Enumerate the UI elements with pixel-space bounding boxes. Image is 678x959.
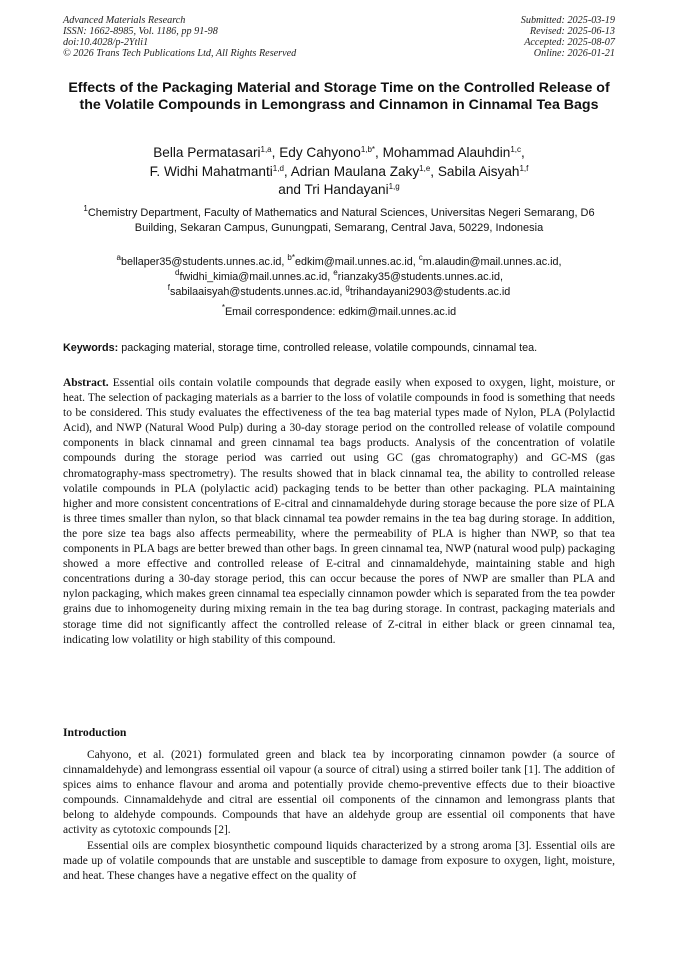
- email-address[interactable]: edkim@mail.unnes.ac.id: [294, 256, 413, 268]
- abstract: [63, 376, 615, 648]
- email-address[interactable]: sabilaaisyah@students.unnes.ac.id: [169, 285, 340, 298]
- submitted-date: Submitted: 2025-03-19: [520, 15, 615, 26]
- author-affil-mark: 1,e: [419, 163, 431, 173]
- email-separator: ,: [327, 270, 334, 283]
- journal-info: [63, 15, 296, 59]
- email-separator: ,: [499, 270, 503, 283]
- author-name: Edy Cahyono: [279, 145, 361, 160]
- author-list: [63, 144, 615, 200]
- author-separator: ,: [521, 145, 525, 160]
- email-address[interactable]: bellaper35@students.unnes.ac.id: [120, 256, 282, 268]
- correspondence-mark: *: [221, 303, 225, 312]
- publication-dates: [521, 15, 615, 59]
- paragraph: Cahyono, et al. (2021) formulated green and black tea by incorporating cinnamon powder (a source of cinnamaldehyde) and lemongrass essential oil vapour (a source of citral) using a stirred boiler tank [1]. The addition of spices aims to enhance flavour and aroma and potentially provide chemo-preventive effects due to their bioactive compounds. Cinnamaldehyde and citral are essential oil components of the cinnamon and lemongrass plants that belong to aldehyde compounds. Compounds that have an aldehyde group are essential oil components that have activity as cytotoxic compounds [2].: [63, 749, 615, 837]
- email-mark: g: [345, 282, 350, 292]
- author-affil-mark: 1,d: [272, 163, 284, 173]
- email-address[interactable]: rianzaky35@students.unnes.ac.id: [337, 270, 500, 283]
- author-affil-mark: 1,f: [519, 163, 529, 173]
- author-name: Mohammad Alauhdin: [382, 145, 511, 160]
- email-separator: ,: [558, 256, 562, 268]
- author-name: Sabila Aisyah: [437, 163, 520, 179]
- online-date: Online: 2026-01-21: [533, 48, 615, 59]
- author-separator: ,: [375, 145, 383, 160]
- author-name: Bella Permatasari: [153, 145, 261, 160]
- revised-date: Revised: 2025-06-13: [529, 26, 615, 37]
- abstract-label: Abstract.: [63, 377, 109, 389]
- author-affil-mark: 1,a: [260, 145, 272, 154]
- author-affil-mark: 1,g: [388, 182, 400, 191]
- author-affil-mark: 1,b*: [360, 145, 376, 154]
- author-line: [63, 181, 615, 200]
- author-separator: ,: [283, 163, 291, 179]
- email-line: [63, 255, 615, 270]
- paragraph: Essential oils are complex biosynthetic compound liquids characterized by a strong aroma [3]. Essential oils are made up of volatile compounds that are unstable and susceptible to damage from exposure to oxygen, light, moisture, and heat. These changes have a negative effect on the quality of: [63, 839, 615, 882]
- issn: ISSN: 1662-8985, Vol. 1186, pp 91-98: [63, 26, 218, 37]
- author-line: [63, 163, 615, 182]
- email-address[interactable]: m.alaudin@mail.unnes.ac.id: [422, 256, 559, 268]
- author-name: F. Widhi Mahatmanti: [149, 163, 273, 179]
- email-mark: f: [167, 282, 170, 292]
- correspondence: [63, 305, 615, 319]
- affiliation-mark: 1: [83, 204, 88, 213]
- email-mark: b*: [287, 253, 295, 262]
- author-name: Adrian Maulana Zaky: [290, 163, 420, 179]
- keywords-label: Keywords:: [63, 342, 119, 354]
- affiliation: [63, 206, 615, 236]
- author-affil-mark: 1,c: [510, 145, 521, 154]
- email-line: [63, 267, 615, 285]
- author-emails: [63, 255, 615, 299]
- journal-name: Advanced Materials Research: [63, 15, 186, 26]
- paper-title: Effects of the Packaging Material and Storage Time on the Controlled Release of the Volatile Compounds in Lemongrass and Cinnamon in Cinnamal Tea Bags: [68, 80, 610, 114]
- affiliation-text: Chemistry Department, Faculty of Mathematics and Natural Sciences, Universitas Negeri Semarang, D6 Building, Sekaran Campus, Gunungpati, Semarang, Central Java, 50229, Indonesia: [87, 207, 595, 235]
- copyright: © 2026 Trans Tech Publications Ltd, All Rights Reserved: [63, 48, 297, 59]
- author-separator: ,: [271, 145, 280, 160]
- keywords: [63, 341, 615, 355]
- email-mark: d: [175, 267, 180, 277]
- email-mark: c: [418, 253, 423, 262]
- author-line: [63, 144, 615, 163]
- correspondence-text: Email correspondence: edkim@mail.unnes.ac.id: [224, 306, 457, 318]
- email-address[interactable]: trihandayani2903@students.ac.id: [349, 285, 511, 298]
- keywords-text: packaging material, storage time, controlled release, volatile compounds, cinnamal tea.: [118, 342, 538, 354]
- abstract-text: Essential oils contain volatile compounds that degrade easily when exposed to oxygen, light, moisture, or heat. The selection of packaging materials as a barrier to the loss of volatile compounds in food is something that needs to be considered. This study evaluates the effectiveness of the tea bag material types made of Nylon, PLA (Polylactid Acid), and NWP (Natural Wood Pulp) during a 30-day storage period on the controlled release of volatile compound components in black cinnamal and green cinnamal tea bags products. Analysis of the concentration of volatile compounds during the storage period was carried out using GC (gas chromatography) and GC-MS (gas chromatography-mass spectrometry). The results showed that in black cinnamal tea, the ability to controlled release volatile compounds in PLA (polylactic acid) packaging tends to be better than other packaging. PLA maintaining higher and more consistent concentrations of E-citral and cinnamaldehyde during storage because the pore size of PLA is three times smaller than nylon, so that black cinnamal tea powder remains in the tea bag during storage. In addition, the pore size tea bags also affects permeability, where the permeability of PLA is higher than NWP, so that tea components in PLA bags are better brewed than other bags. In green cinnamal tea, NWP (natural wood pulp) packaging showed a more effective and controlled release of E-citral and cinnamaldehyde, maintaining stable and high concentrations during a 30-day storage period, this can occur because the pores of NWP are smaller than PLA and nylon packaging, which makes green cinnamal tea especially cinnamon powder which is separated from the tea powder grains due to inhomogeneity during mixing remain in the tea bag during storage. In contrast, packaging materials and storage time did not significantly affect the controlled release of Z-citral in either black or green cinnamal tea, indicating low volatility or high stability of this compound.: [63, 377, 615, 646]
- email-mark: e: [333, 267, 338, 277]
- author-separator: ,: [430, 163, 438, 179]
- accepted-date: Accepted: 2025-08-07: [524, 37, 615, 48]
- email-separator: ,: [281, 256, 288, 268]
- email-mark: a: [116, 253, 121, 262]
- email-separator: ,: [339, 285, 346, 298]
- author-name: and Tri Handayani: [278, 182, 389, 197]
- doi: doi:10.4028/p-2Ytli1: [63, 37, 149, 48]
- section-heading-introduction: Introduction: [63, 726, 127, 739]
- email-line: [63, 282, 615, 300]
- introduction-body: [63, 748, 615, 884]
- email-separator: ,: [412, 256, 419, 268]
- email-address[interactable]: fwidhi_kimia@mail.unnes.ac.id: [179, 270, 328, 283]
